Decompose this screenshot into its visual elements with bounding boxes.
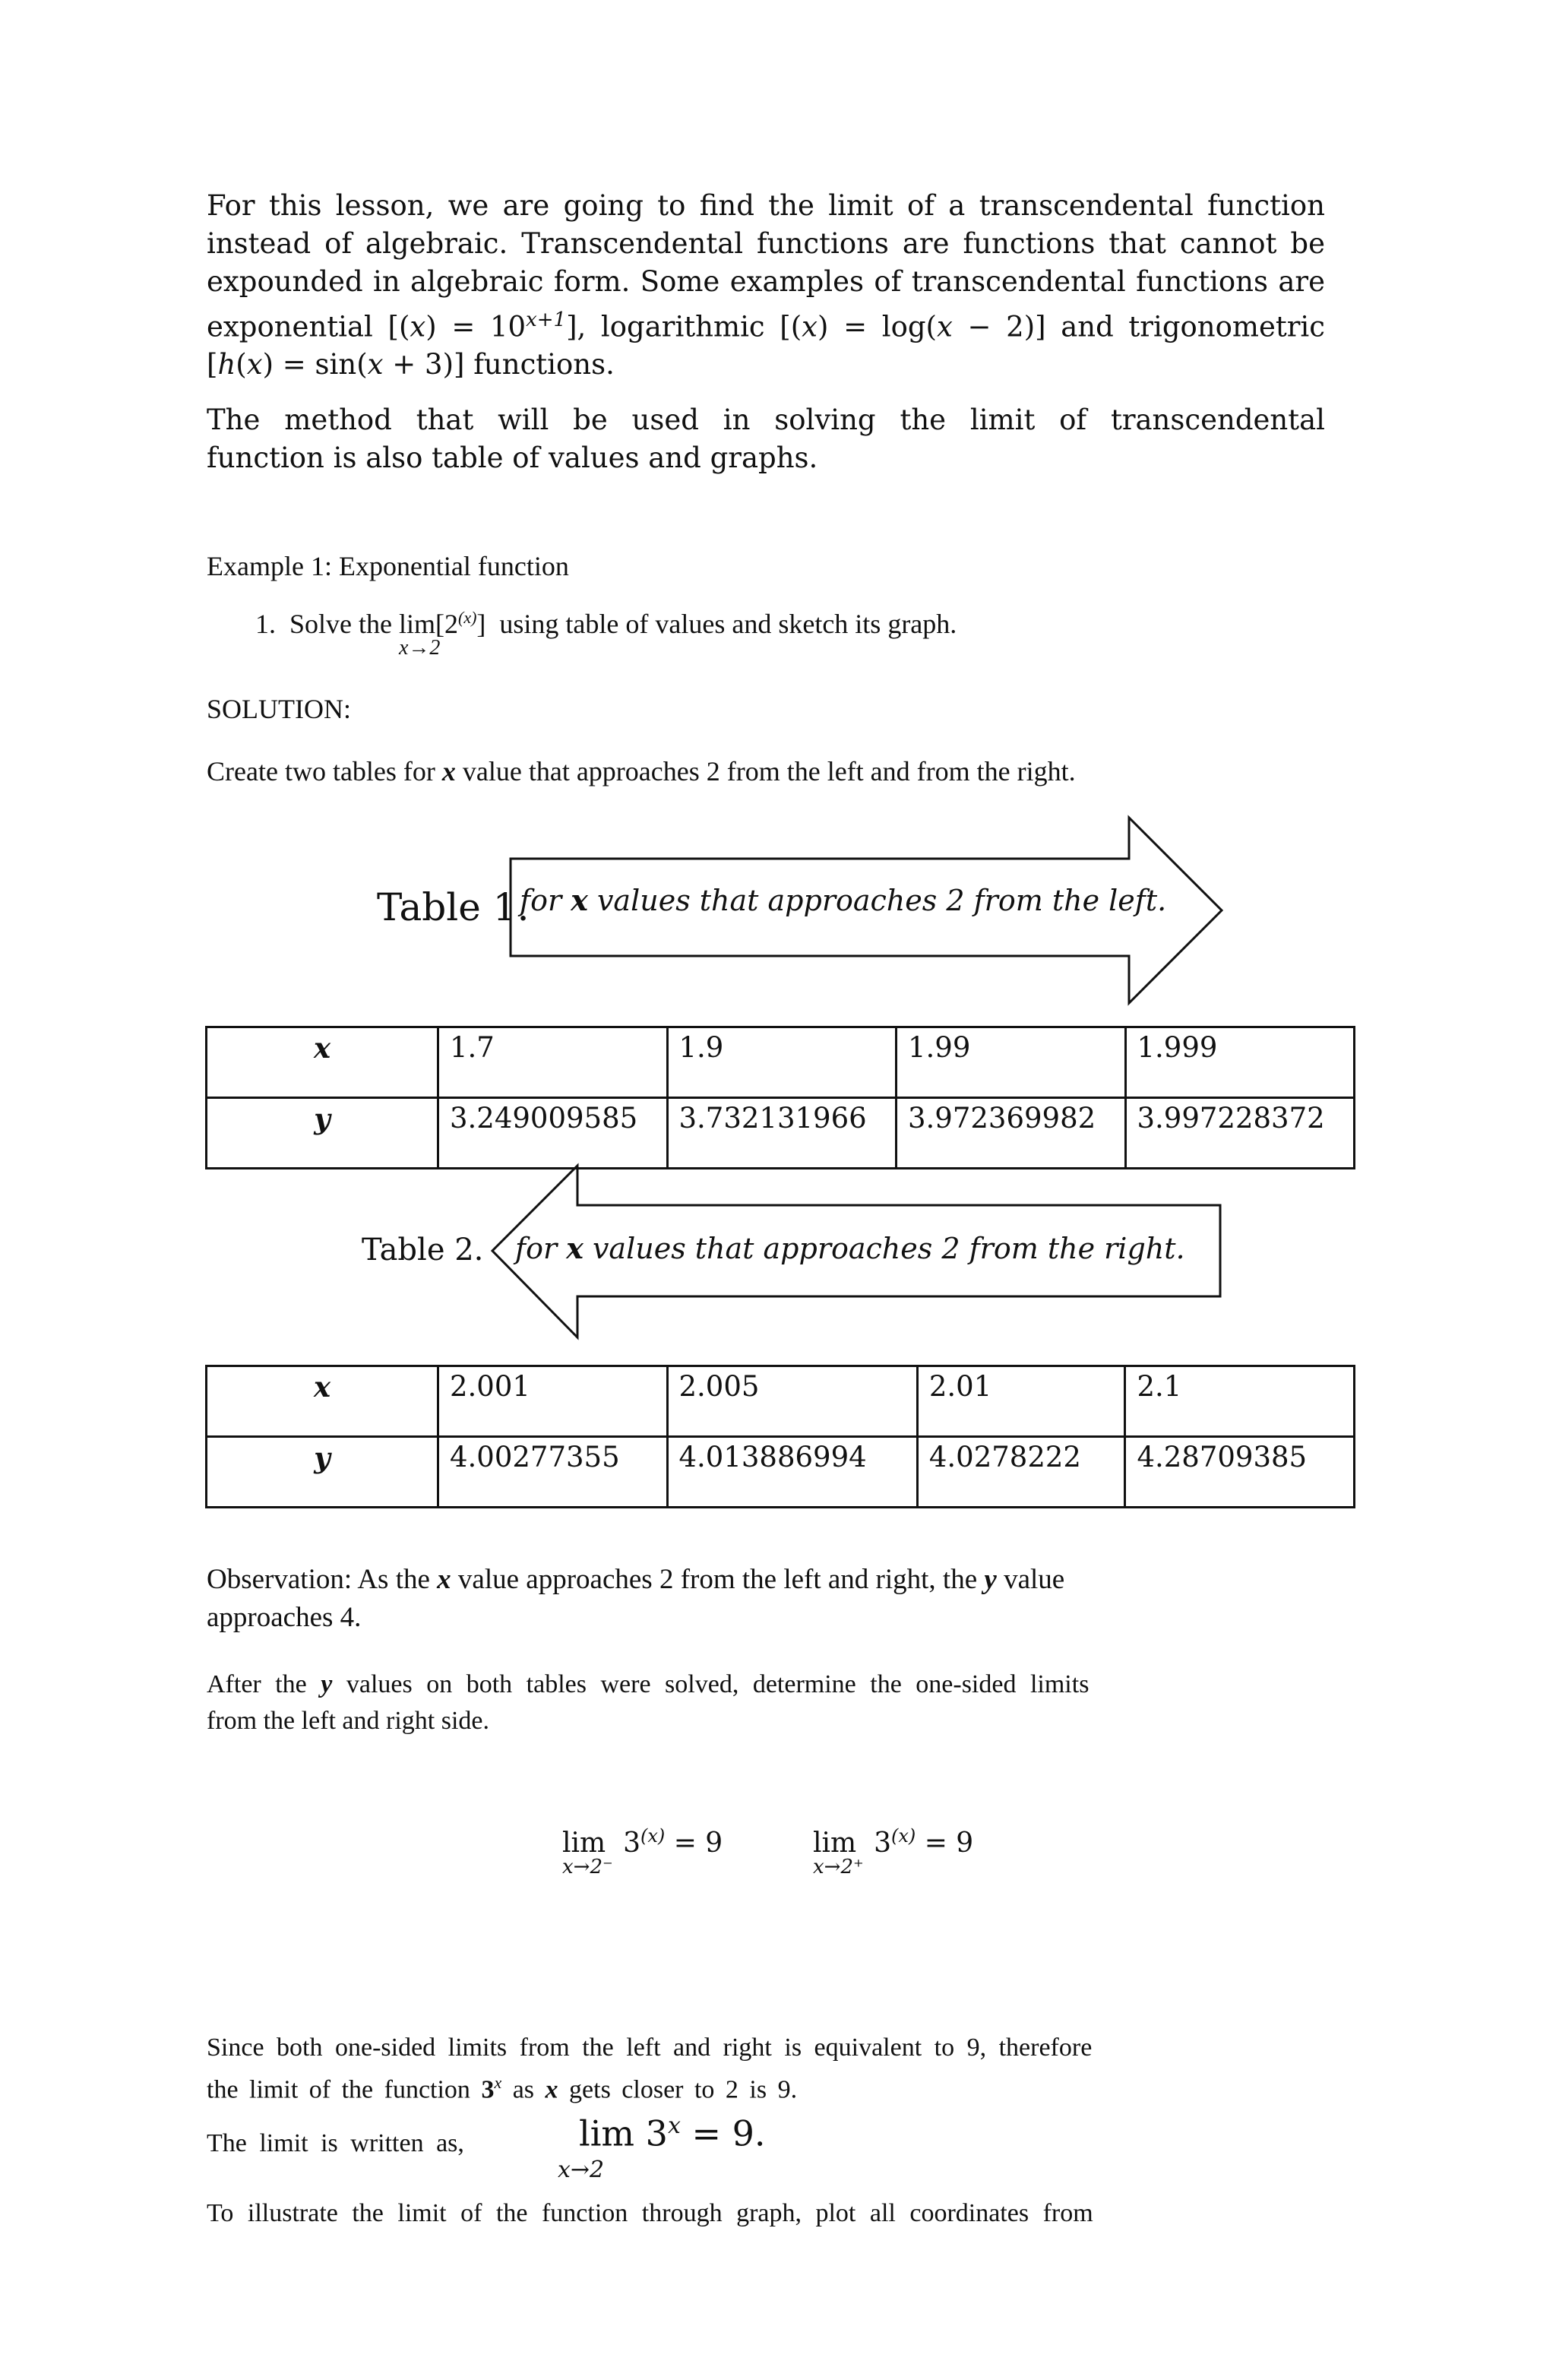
table1 — [205, 1026, 1355, 1169]
table2-x-cell: 2.001 — [438, 1366, 668, 1437]
table1-x-cell: 1.999 — [1125, 1027, 1355, 1098]
after-line-2: from the left and right side. — [207, 1707, 490, 1735]
lim-expression: lim x→2 — [398, 609, 441, 660]
method-line-2: function is also table of values and graphs. — [207, 442, 818, 474]
table2-arrow-label: for x values that approaches 2 from the right. — [515, 1231, 1185, 1265]
observation-line-1: Observation: As the x value approaches 2 from the left and right, the y value — [207, 1564, 1065, 1595]
table-row — [207, 1366, 1355, 1437]
table2-x-cell: 2.005 — [667, 1366, 917, 1437]
since-line-2: the limit of the function 3$^x$ as x gets closer to 2 is 9. — [207, 2073, 798, 2104]
item-number: 1. — [255, 609, 276, 639]
table2 — [205, 1365, 1355, 1508]
table2-y-cell: 4.00277355 — [438, 1437, 668, 1508]
written-label: The limit is written as, — [207, 2129, 464, 2157]
right-limit: lim x→2⁺ 3$^{(x)}$ = 9 — [813, 1825, 974, 1878]
intro-line-3: expounded in algebraic form. Some examples of transcendental functions are — [207, 265, 1325, 298]
intro-line-2: instead of algebraic. Transcendental functions are functions that cannot be — [207, 227, 1325, 260]
table1-x-cell: 1.7 — [438, 1027, 668, 1098]
table-row — [207, 1098, 1355, 1169]
last-line: To illustrate the limit of the function through graph, plot all coordinates from — [207, 2199, 1093, 2227]
table2-x-cell: 2.01 — [917, 1366, 1125, 1437]
observation-line-2: approaches 4. — [207, 1602, 362, 1633]
intro-paragraph-2 — [207, 401, 1325, 477]
intro-line-1: For this lesson, we are going to find the limit of a transcendental function — [207, 189, 1325, 222]
intro-line-5: [h(x) = sin(x + 3)] functions. — [207, 348, 615, 381]
table2-y-cell: 4.0278222 — [917, 1437, 1125, 1508]
table1-y-cell: 3.972369982 — [897, 1098, 1126, 1169]
after-line-1: After the y values on both tables were solved, determine the one-sided limits — [207, 1670, 1090, 1698]
intro-line-4: exponential $[(x) = 10^{x+1}]$, logarithmic [(x) = log(x − 2)] and trigonometric — [207, 309, 1325, 343]
table2-x-header: x — [207, 1366, 438, 1437]
table-row — [207, 1027, 1355, 1098]
example-item: 1. Solve the lim x→2 [2$^{(x)}$] using table of values and sketch its graph. — [255, 599, 957, 643]
table1-y-cell: 3.997228372 — [1125, 1098, 1355, 1169]
table1-y-cell: 3.732131966 — [667, 1098, 897, 1169]
table2-y-cell: 4.013886994 — [667, 1437, 917, 1508]
table1-x-cell: 1.9 — [667, 1027, 897, 1098]
left-limit: lim x→2⁻ 3$^{(x)}$ = 9 — [562, 1825, 723, 1878]
table1-arrow-label: for x values that approaches 2 from the left. — [520, 883, 1167, 917]
table-row — [207, 1437, 1355, 1508]
table1-y-header: y — [207, 1098, 438, 1169]
intro-paragraph-1 — [207, 187, 1325, 384]
table1-y-cell: 3.249009585 — [438, 1098, 668, 1169]
table2-y-cell: 4.28709385 — [1125, 1437, 1355, 1508]
table1-x-cell: 1.99 — [897, 1027, 1126, 1098]
table2-caption: Table 2. — [362, 1233, 484, 1268]
since-line-1: Since both one-sided limits from the left and right is equivalent to 9, therefore — [207, 2033, 1093, 2062]
table2-y-header: y — [207, 1437, 438, 1508]
instruction-text: Create two tables for x value that approaches 2 from the left and from the right. — [207, 756, 1076, 786]
table1-x-header: x — [207, 1027, 438, 1098]
solution-label: SOLUTION: — [207, 694, 351, 724]
method-line-1: The method that will be used in solving the limit of transcendental — [207, 404, 1325, 436]
table2-x-cell: 2.1 — [1125, 1366, 1355, 1437]
example-heading: Example 1: Exponential function — [207, 551, 569, 581]
final-limit: $\lim 3^x = 9$. x→2 — [558, 2113, 766, 2183]
table1-caption: Table 1. — [377, 885, 530, 929]
